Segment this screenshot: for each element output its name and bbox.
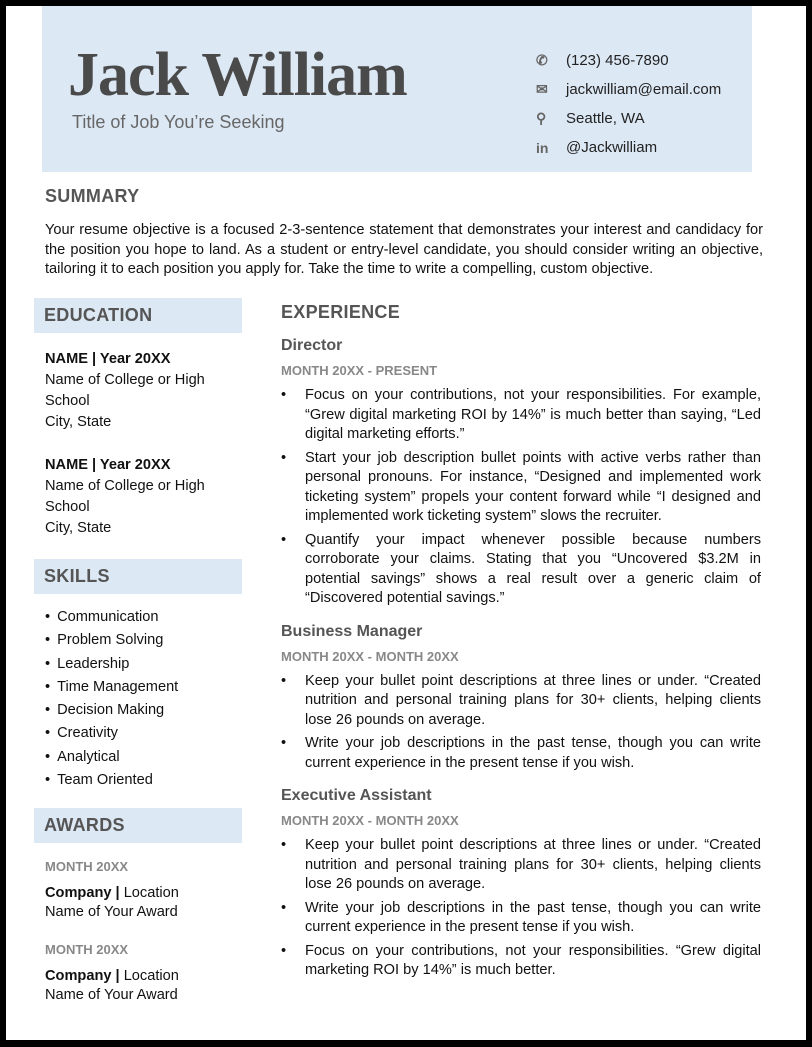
education-location: City, State [45,414,112,430]
skill-item: • Decision Making [45,699,242,722]
summary-heading: SUMMARY [45,186,140,206]
education-name: NAME | Year 20XX [45,457,171,473]
job-bullets [281,836,761,981]
contact-phone [536,46,721,75]
location-text: Seattle, WA [566,110,645,127]
contact-list [536,46,721,162]
skill-item: • Creativity [45,722,242,745]
bullet-item: • Focus on your contributions, not your responsibilities. “Grew digital marketing ROI by 14%” is much better. [281,942,761,981]
job-dates: MONTH 20XX - MONTH 20XX [281,813,459,828]
award-date: MONTH 20XX [45,859,129,875]
job-entry [281,787,761,981]
award-name: Name of Your Award [45,904,178,921]
education-school: Name of College or High School [45,372,205,409]
job-entry [281,623,761,774]
award-name: Name of Your Award [45,987,178,1004]
skill-item: • Communication [45,606,242,629]
award-company: Company | [45,968,120,985]
job-bullets [281,672,761,774]
job-role: Business Manager [281,622,423,640]
award-location: Location [119,968,179,985]
award-location: Location [119,885,179,902]
award-date: MONTH 20XX [45,942,129,958]
bullet-item: • Keep your bullet point descriptions at three lines or under. “Created nutrition and personal training plans for 30+ clients, helping clients lose 26 pounds on average. [281,672,761,731]
phone-icon: ✆ [536,52,548,68]
experience-section [281,302,761,985]
skill-item: • Leadership [45,653,242,676]
bullet-item: • Keep your bullet point descriptions at three lines or under. “Created nutrition and personal training plans for 30+ clients, helping clients lose 26 pounds on average. [281,836,761,895]
contact-linkedin [536,133,721,162]
job-bullets [281,386,761,609]
experience-heading: EXPERIENCE [281,302,401,322]
education-item [34,349,242,433]
award-item [34,857,242,922]
job-entry [281,337,761,609]
skill-item: • Team Oriented [45,769,242,792]
skill-item: • Time Management [45,676,242,699]
job-title: Title of Job You’re Seeking [72,112,285,132]
email-icon: ✉ [536,81,548,97]
location-icon: ⚲ [536,110,547,126]
resume-page [6,6,806,1040]
phone-text: (123) 456-7890 [566,52,669,69]
left-column [34,298,242,1005]
skills-list [34,606,242,792]
bullet-item: • Start your job description bullet points with active verbs rather than personal pronouns. For instance, “Designed and implemented work ticketing system” propels your content forward while “I designed and implemented work ticketing system” slows the recruiter. [281,449,761,527]
award-item [34,940,242,1005]
job-dates: MONTH 20XX - PRESENT [281,363,438,378]
education-school: Name of College or High School [45,478,205,515]
education-item [34,455,242,539]
job-dates: MONTH 20XX - MONTH 20XX [281,648,459,664]
bullet-item: • Focus on your contributions, not your responsibilities. For example, “Grew digital marketing ROI by 14%” is much better than saying, “Led digital marketing efforts.” [281,386,761,445]
skills-heading: SKILLS [34,559,242,594]
education-location: City, State [45,520,112,536]
contact-email [536,75,721,104]
awards-heading: AWARDS [34,808,242,843]
linkedin-text: @Jackwilliam [566,139,658,156]
header [42,6,752,172]
bullet-item: • Write your job descriptions in the past tense, though you can write current experience in the present tense if you wish. [281,734,761,773]
education-heading: EDUCATION [34,298,242,333]
skill-item: • Problem Solving [45,629,242,652]
job-role: Director [281,337,343,354]
job-role: Executive Assistant [281,787,432,804]
linkedin-icon: in [536,139,549,156]
award-company: Company | [45,885,120,902]
email-text: jackwilliam@email.com [566,81,722,98]
skill-item: • Analytical [45,746,242,769]
summary-text: Your resume objective is a focused 2-3-sentence statement that demonstrates your interest and candidacy for the position you hope to land. As a student or entry-level candidate, you should consider writing an objective, tailoring it to each position you apply for. Take the time to write a compelling, custom objective. [45,222,763,277]
bullet-item: • Quantify your impact whenever possible because numbers corroborate your claims. Stating that you “Uncovered $3.2M in potential savings” shows a real result over a generic claim of “Discovered potential savings.” [281,531,761,609]
candidate-name: Jack William [68,41,407,109]
contact-location [536,104,721,133]
bullet-item: • Write your job descriptions in the past tense, though you can write current experience in the present tense if you wish. [281,899,761,938]
education-name: NAME | Year 20XX [45,351,171,367]
